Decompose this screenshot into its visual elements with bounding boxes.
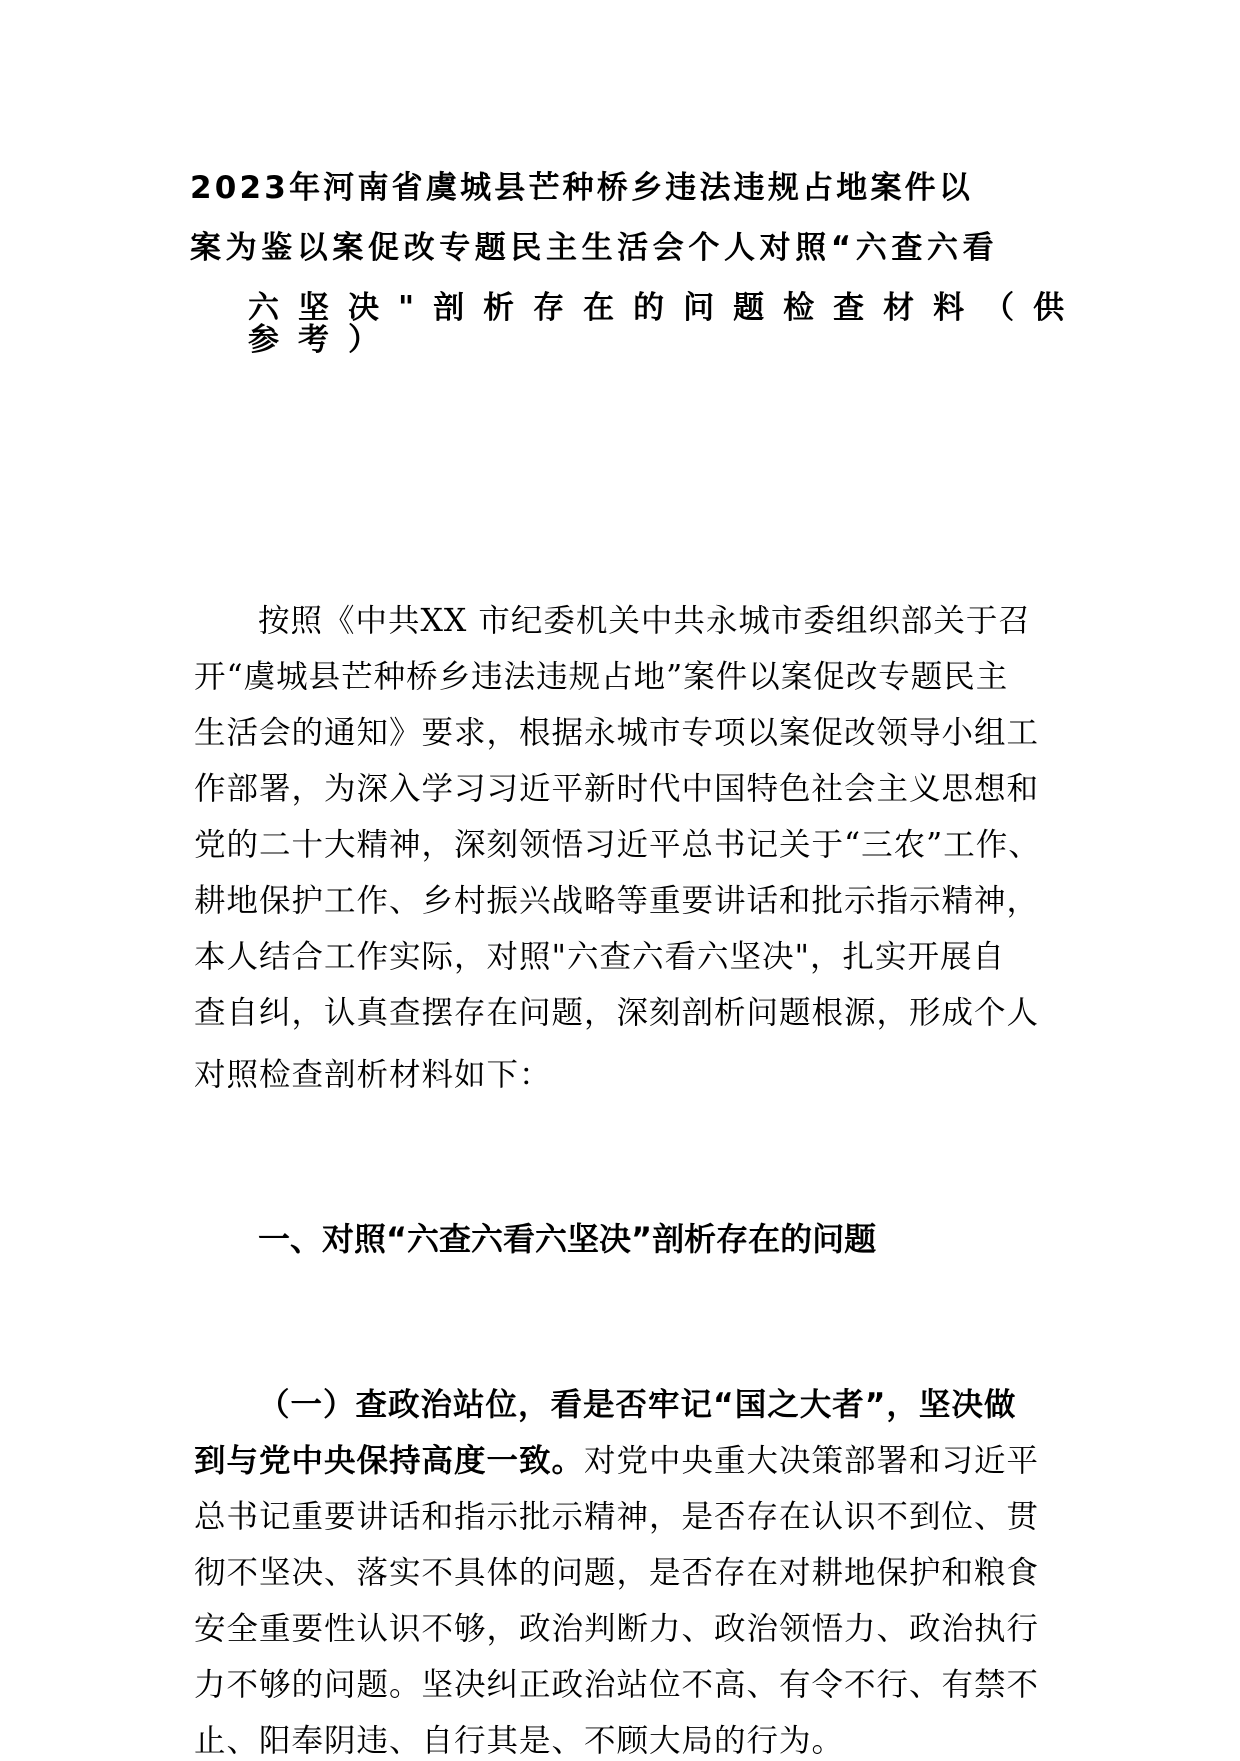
subsection-line-5: 安全重要性认识不够，政治判断力、政治领悟力、政治执行 xyxy=(194,1611,1040,1647)
document-title-line-1: 2023年河南省虞城县芒种桥乡违法违规占地案件以 xyxy=(190,170,974,206)
subsection-line-7: 止、阳奉阴违、自行其是、不顾大局的行为。 xyxy=(194,1723,845,1759)
subsection-line-4: 彻不坚决、落实不具体的问题，是否存在对耕地保护和粮食 xyxy=(194,1555,1040,1591)
subsection-line-3: 总书记重要讲话和指示批示精神，是否存在认识不到位、贯 xyxy=(194,1499,1040,1535)
intro-line-6: 耕地保护工作、乡村振兴战略等重要讲话和批示指示精神， xyxy=(194,883,1040,919)
intro-line-7: 本人结合工作实际，对照"六查六看六坚决"，扎实开展自 xyxy=(194,939,1005,975)
subsection-text-line-2: 对党中央重大决策部署和习近平 xyxy=(584,1443,1040,1479)
subsection-line-2 xyxy=(194,1436,1039,1481)
intro-line-4: 作部署，为深入学习习近平新时代中国特色社会主义思想和 xyxy=(194,771,1040,807)
subsection-line-6: 力不够的问题。坚决纠正政治站位不高、有令不行、有禁不 xyxy=(194,1667,1040,1703)
intro-line-5: 党的二十大精神，深刻领悟习近平总书记关于“三农”工作、 xyxy=(194,827,1041,863)
document-title-line-4: 参考） xyxy=(248,322,398,358)
subsection-title-line-2: 到与党中央保持高度一致。 xyxy=(194,1443,585,1479)
intro-line-1: 按照《中共XX 市纪委机关中共永城市委组织部关于召 xyxy=(258,603,1031,639)
intro-line-3: 生活会的通知》要求，根据永城市专项以案促改领导小组工 xyxy=(194,715,1040,751)
intro-line-8: 查自纠，认真查摆存在问题，深刻剖析问题根源，形成个人 xyxy=(194,995,1040,1031)
intro-line-2: 开“虞城县芒种桥乡违法违规占地”案件以案促改专题民主 xyxy=(194,659,1009,695)
subsection-title-line-1: （一）查政治站位，看是否牢记“国之大者”，坚决做 xyxy=(258,1387,1017,1423)
section-heading: 一、对照“六查六看六坚决”剖析存在的问题 xyxy=(258,1220,877,1258)
document-title-line-2: 案为鉴以案促改专题民主生活会个人对照“六查六看 xyxy=(190,230,999,266)
intro-line-9: 对照检查剖析材料如下： xyxy=(194,1057,552,1093)
document-title-line-3: 六坚决"剖析存在的问题检查材料（供 xyxy=(248,290,1084,326)
